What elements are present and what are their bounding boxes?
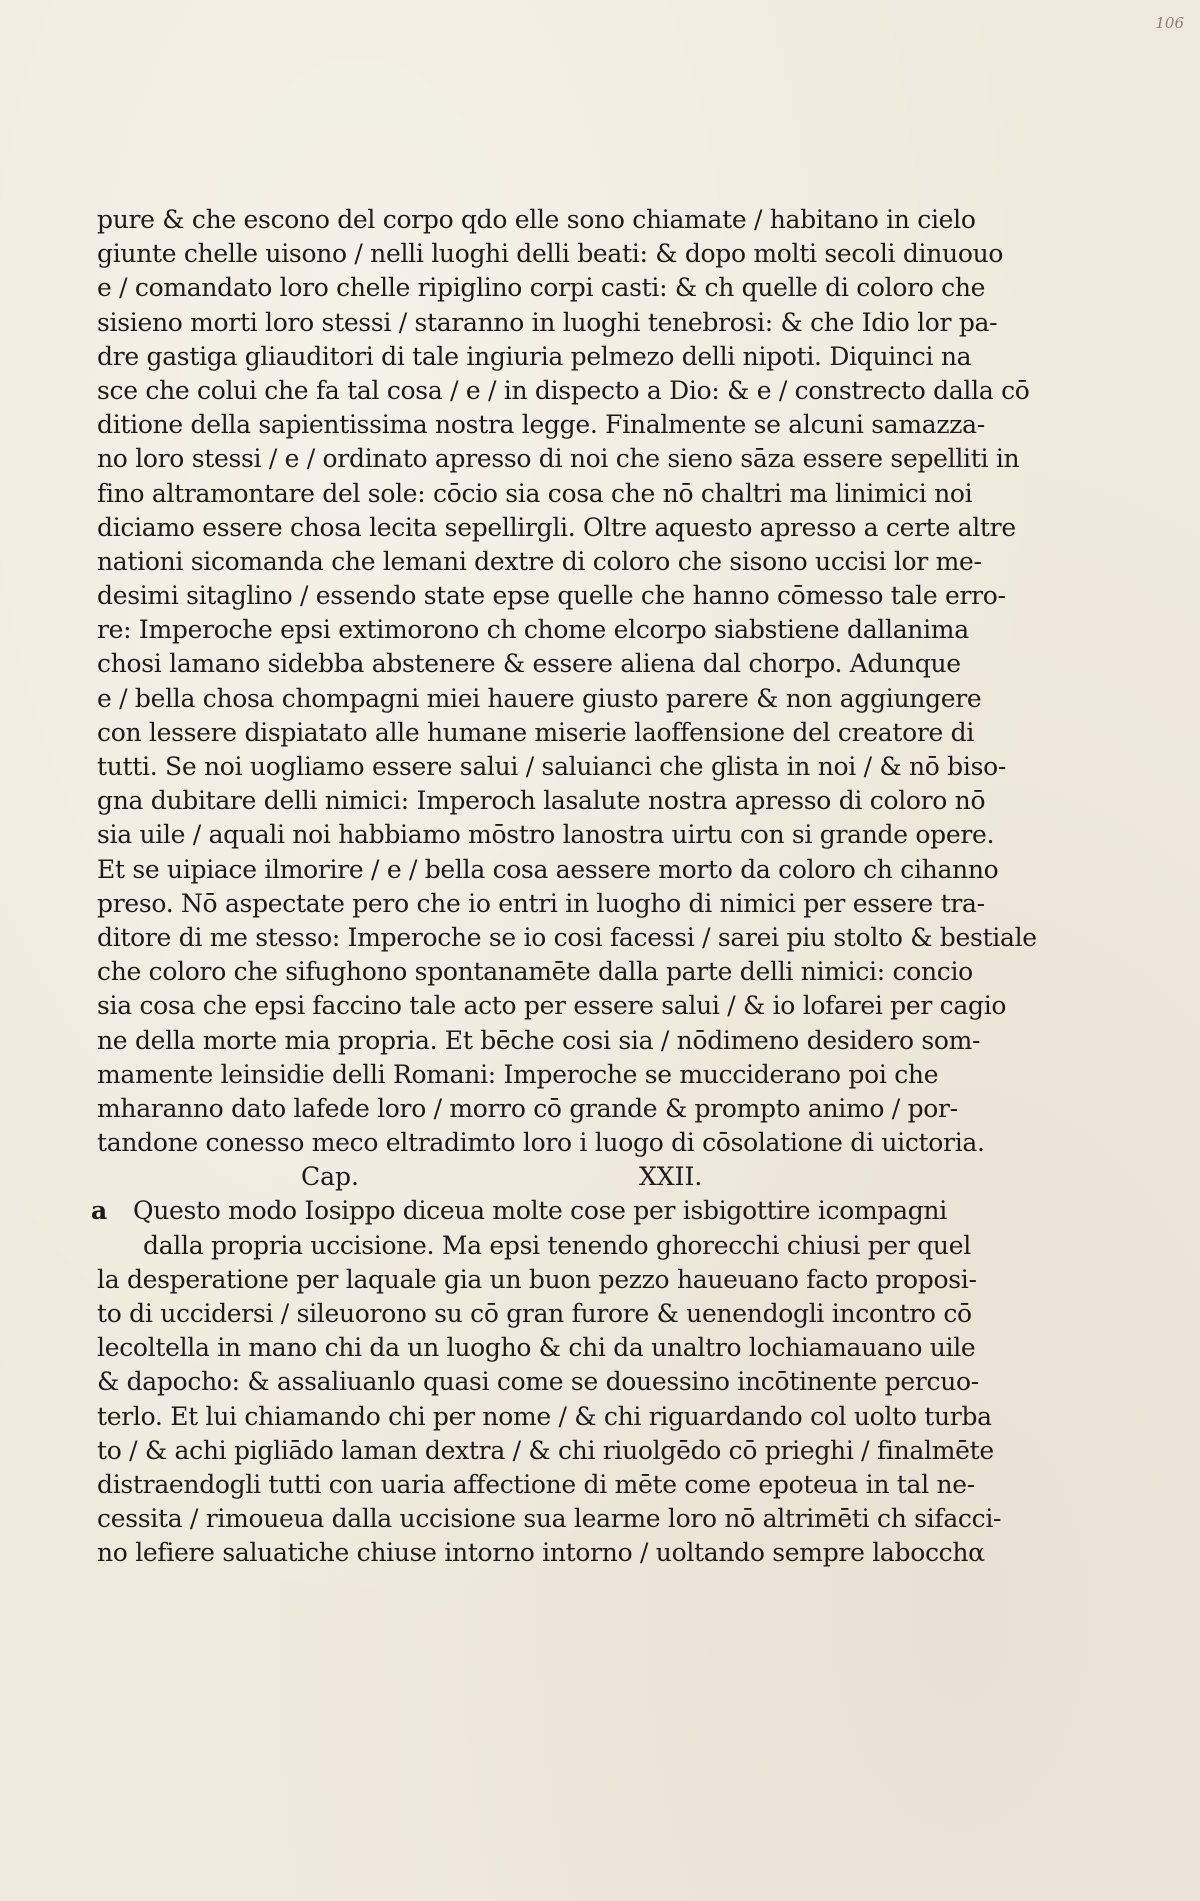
chapter-line-text: Questo modo Iosippo diceua molte cose per isbigottire icompagni bbox=[133, 1196, 947, 1226]
body-line: e / bella chosa chompagni miei hauere giusto parere & non aggiungere bbox=[97, 683, 982, 713]
body-line: sia uile / aquali noi habbiamo mōstro lanostra uirtu con si grande opere. bbox=[97, 820, 995, 850]
chapter-label: Cap. bbox=[301, 1162, 359, 1192]
body-line: gna dubitare delli nimici: Imperoch lasalute nostra apresso di coloro nō bbox=[97, 786, 986, 816]
text-block bbox=[91, 203, 1037, 1571]
body-line: sia cosa che epsi faccino tale acto per essere salui / & io lofarei per cagio bbox=[97, 991, 1007, 1021]
body-line: ditore di me stesso: Imperoche se io cosi facessi / sarei piu stolto & bestiale bbox=[97, 922, 1037, 952]
chapter-line bbox=[91, 1194, 947, 1228]
body-line: mamente leinsidie delli Romani: Imperoche se mucciderano poi che bbox=[97, 1059, 939, 1089]
body-line: tutti. Se noi uogliamo essere salui / saluianci che glista in noi / & nō biso- bbox=[97, 752, 1007, 781]
body-line: e / comandato loro chelle ripiglino corpi casti: & ch quelle di coloro che bbox=[97, 273, 986, 303]
guide-letter: a bbox=[91, 1196, 107, 1226]
chapter-line: to / & achi pigliādo laman dextra / & chi riuolgēdo cō prieghi / finalmēte bbox=[97, 1435, 994, 1465]
body-line: con lessere dispiatato alle humane miserie laoffensione del creatore di bbox=[97, 717, 975, 747]
body-line: nationi sicomanda che lemani dextre di coloro che sisono uccisi lor me- bbox=[97, 546, 982, 576]
body-line: fino altramontare del sole: cōcio sia cosa che nō chaltri ma linimici noi bbox=[97, 478, 973, 508]
body-line: desimi sitaglino / essendo state epse quelle che hanno cōmesso tale erro- bbox=[97, 581, 1006, 611]
chapter-line: terlo. Et lui chiamando chi per nome / & chi riguardando col uolto turba bbox=[97, 1401, 992, 1431]
body-line: ditione della sapientissima nostra legge. Finalmente se alcuni samazza- bbox=[97, 410, 985, 440]
body-line: tandone conesso meco eltradimto loro i luogo di cōsolatione di uictoria. bbox=[97, 1128, 985, 1158]
chapter-line: distraendogli tutti con uaria affectione di mēte come epoteua in tal ne- bbox=[97, 1469, 975, 1499]
chapter-line: & dapocho: & assaliuanlo quasi come se douessino incōtinente percuo- bbox=[97, 1367, 979, 1397]
folio-number: 106 bbox=[1155, 14, 1184, 32]
body-line: sce che colui che fa tal cosa / e / in dispecto a Dio: & e / constrecto dalla cō bbox=[97, 375, 1030, 405]
body-line: no loro stessi / e / ordinato apresso di noi che sieno sāza essere sepelliti in bbox=[97, 444, 1020, 474]
chapter-heading bbox=[97, 1160, 935, 1194]
body-line: ne della morte mia propria. Et bēche cosi sia / nōdimeno desidero som- bbox=[97, 1025, 981, 1055]
body-line: re: Imperoche epsi extimorono ch chome elcorpo siabstiene dallanima bbox=[97, 615, 969, 645]
body-line: diciamo essere chosa lecita sepellirgli. Oltre aquesto apresso a certe altre bbox=[97, 512, 1016, 542]
body-line: dre gastiga gliauditori di tale ingiuria pelmezo delli nipoti. Diquinci na bbox=[97, 341, 972, 371]
body-line: mharanno dato lafede loro / morro cō grande & prompto animo / por- bbox=[97, 1093, 958, 1123]
body-line: sisieno morti loro stessi / staranno in luoghi tenebrosi: & che Idio lor pa- bbox=[97, 307, 998, 337]
chapter-line: to di uccidersi / sileuorono su cō gran furore & uenendogli incontro cō bbox=[97, 1299, 972, 1328]
chapter-number: XXII. bbox=[639, 1162, 703, 1192]
body-line: pure & che escono del corpo qdo elle sono chiamate / habitano in cielo bbox=[97, 205, 976, 234]
chapter-line: dalla propria uccisione. Ma epsi tenendo ghorecchi chiusi per quel bbox=[143, 1230, 971, 1260]
body-line: giunte chelle uisono / nelli luoghi delli beati: & dopo molti secoli dinuouo bbox=[97, 239, 1004, 269]
chapter-line: cessita / rimoueua dalla uccisione sua learme loro nō altrimēti ch sifacci- bbox=[97, 1504, 1002, 1534]
body-line: preso. Nō aspectate pero che io entri in luogho di nimici per essere tra- bbox=[97, 888, 985, 918]
chapter-line: no lefiere saluatiche chiuse intorno intorno / uoltando sempre labocchα bbox=[97, 1538, 985, 1568]
body-line: che coloro che sifughono spontanamēte dalla parte delli nimici: concio bbox=[97, 957, 973, 987]
chapter-line: lecoltella in mano chi da un luogho & chi da unaltro lochiamauano uile bbox=[97, 1333, 976, 1363]
body-line: Et se uipiace ilmorire / e / bella cosa aessere morto da coloro ch cihanno bbox=[97, 854, 999, 884]
chapter-line: la desperatione per laquale gia un buon pezzo haueuano facto proposi- bbox=[97, 1264, 977, 1294]
body-line: chosi lamano sidebba abstenere & essere aliena dal chorpo. Adunque bbox=[97, 649, 961, 679]
